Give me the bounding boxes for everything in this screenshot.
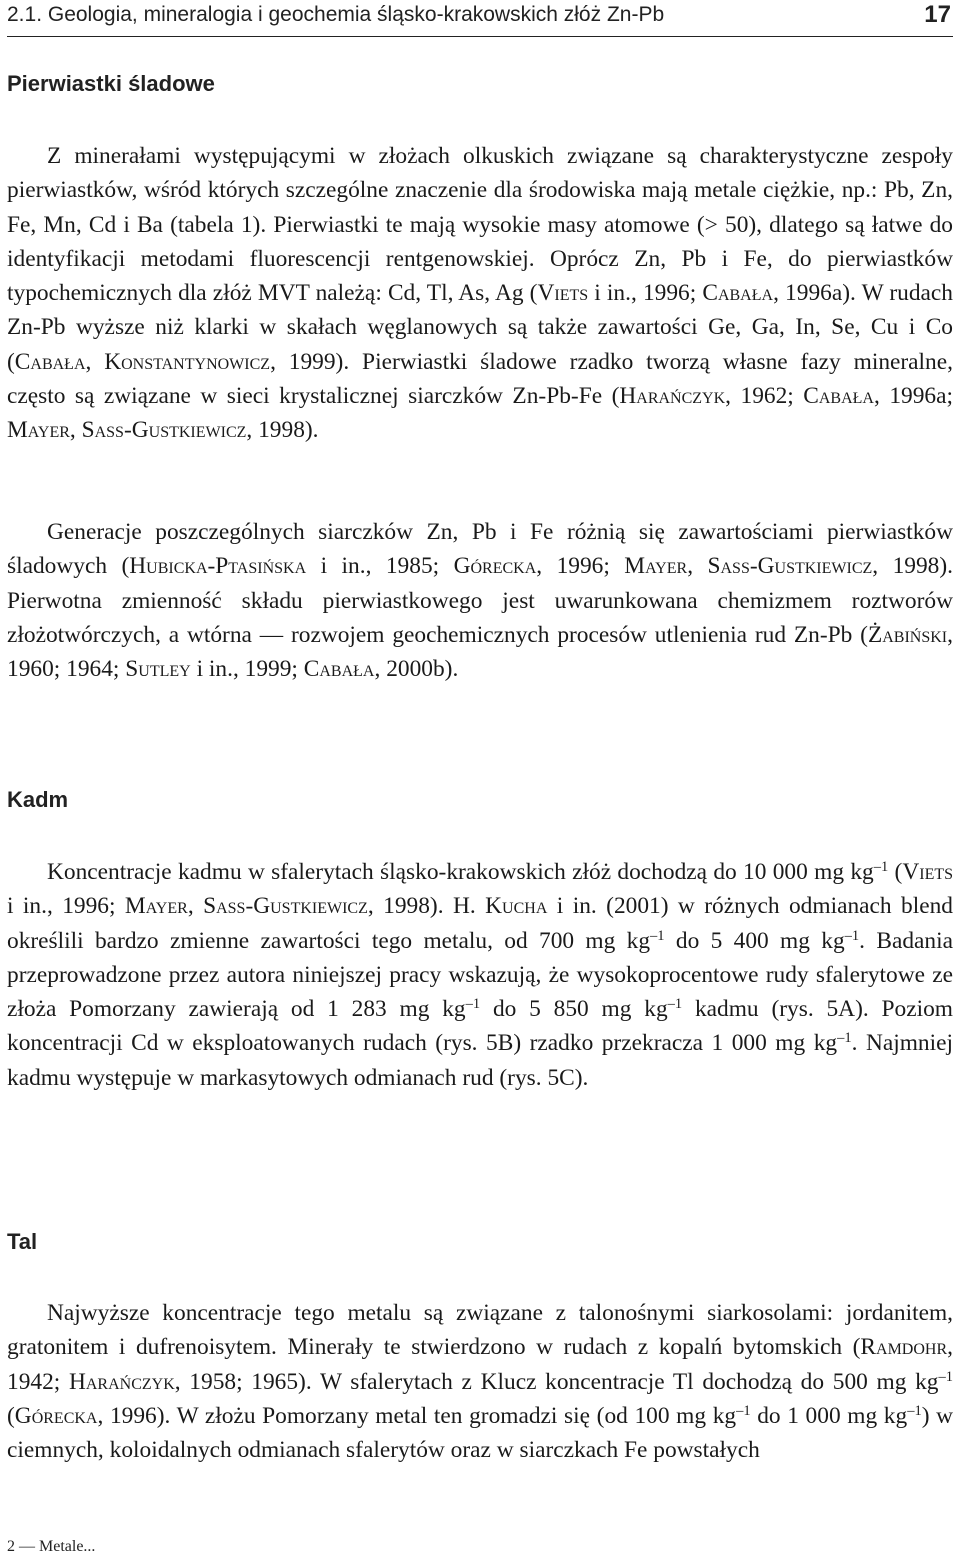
text-run: , 1998).	[246, 417, 319, 444]
text-run: , 1996). W złożu Pomorzany metal ten gromadzi się (od 100 mg kg	[97, 1402, 737, 1429]
text-run: do 5 850 mg kg	[480, 996, 668, 1023]
text-run: , 1942;	[7, 1334, 953, 1395]
text-run: , 1996a;	[874, 383, 953, 410]
superscript: –1	[465, 996, 481, 1013]
text-run: do 5 400 mg kg	[664, 927, 845, 954]
author-citation: Sass-Gustkiewicz	[707, 553, 873, 580]
paragraph-trace-elements-2	[7, 515, 953, 686]
author-citation: Górecka	[453, 553, 537, 580]
author-citation: Viets	[537, 280, 589, 307]
author-citation: Górecka	[14, 1402, 98, 1429]
text-run: i in. (2001) w różnych odmianach blend określili bardzo zmienne zawartości tego metalu, od 700 mg kg	[7, 893, 953, 954]
text-run: , 1962;	[725, 383, 804, 410]
paragraph-thallium	[7, 1296, 953, 1467]
text-run: , 2000b).	[374, 656, 459, 683]
author-citation: Harańczyk	[68, 1368, 175, 1395]
section-heading-cadmium: Kadm	[7, 787, 69, 812]
author-citation: Sass-Gustkiewicz	[81, 417, 247, 444]
author-citation: Mayer	[624, 553, 688, 580]
text-run: do 1 000 mg kg	[750, 1402, 908, 1429]
text-run: Z minerałami występującymi w złożach olkuskich związane są charakterystyczne zespoły pierwiastków, wśród których szczególne znaczenie dla środowiska mają metale ciężkie, np.: Pb, Zn, Fe, Mn, Cd i Ba (tabela 1). Pierwiastki te mają wysokie masy atomowe (> 50), dlatego są łatwe do identyfikacji metodami fluorescencji rentgenowskiej. Oprócz Zn, Pb i Fe, do pierwiastków typochemicznych dla złóż MVT należą: Cd, Tl, As, Ag (	[7, 143, 953, 307]
superscript: –1	[844, 927, 860, 944]
author-citation: Cabała	[303, 656, 375, 683]
author-citation: Kucha	[485, 893, 548, 920]
footer-signature: 2 — Metale...	[7, 1538, 96, 1555]
text-run: , 1958; 1965). W sfalerytach z Klucz koncentracje Tl dochodzą do 500 mg kg	[174, 1368, 939, 1395]
text-run: , 1998). H.	[367, 893, 486, 920]
text-run: . Badania przeprowadzone przez autora niniejszej pracy wskazują, że wysokoprocentowe rudy sfalerytowe ze złoża Pomorzany zawierają od 1 283 mg kg	[7, 927, 953, 1023]
paragraph-trace-elements-1	[7, 139, 953, 448]
superscript: –1	[907, 1402, 922, 1419]
author-citation: Cabała	[14, 348, 86, 375]
text-run: , 1999). Pierwiastki śladowe rzadko tworzą własne fazy mineralne, często są związane w sieci krystalicznej siarczków Zn-Pb-Fe (	[7, 348, 953, 410]
page-number: 17	[924, 1, 951, 28]
author-citation: Harańczyk	[619, 383, 726, 410]
author-citation: Mayer	[7, 417, 70, 444]
text-run: ,	[69, 417, 82, 444]
superscript: –1	[736, 1402, 751, 1419]
text-run: Koncentracje kadmu w sfalerytach śląsko-krakowskich złóż dochodzą do 10 000 mg kg	[47, 859, 874, 885]
text-run: (	[888, 859, 903, 885]
text-run: (	[7, 1402, 15, 1429]
superscript: –1	[873, 859, 889, 876]
text-run: Generacje poszczególnych siarczków Zn, Pb i Fe różnią się zawartościami pierwiastków śladowych (	[7, 519, 953, 580]
running-header-title: 2.1. Geologia, mineralogia i geochemia śląsko-krakowskich złóż Zn-Pb	[7, 3, 665, 26]
section-heading-trace-elements: Pierwiastki śladowe	[7, 71, 215, 96]
author-citation: Żabiński	[867, 621, 948, 648]
section-heading-thallium: Tal	[7, 1229, 38, 1254]
text-run: i in., 1996;	[7, 893, 125, 920]
author-citation: Cabała	[702, 280, 774, 307]
author-citation: Konstantynowicz	[104, 348, 271, 375]
text-run: . Najmniej kadmu występuje w markasytowych odmianach rud (rys. 5C).	[7, 1030, 953, 1091]
text-run: i in., 1999;	[190, 656, 304, 683]
superscript: –1	[837, 1030, 852, 1047]
superscript: –1	[938, 1368, 953, 1385]
text-run: ,	[687, 553, 708, 580]
paragraph-cadmium	[7, 855, 953, 1095]
text-run: ,	[85, 348, 105, 375]
running-header	[7, 0, 953, 37]
author-citation: Viets	[902, 859, 954, 885]
text-run: i in., 1985;	[306, 553, 454, 580]
text-run: ) w ciemnych, koloidalnych odmianach sfalerytów oraz w siarczkach Fe powstałych	[7, 1402, 953, 1464]
superscript: –1	[650, 927, 665, 944]
author-citation: Sass-Gustkiewicz	[203, 893, 368, 920]
text-run: i in., 1996;	[588, 280, 703, 307]
author-citation: Hubicka-Ptasińska	[129, 553, 307, 580]
text-run: , 1960; 1964;	[7, 621, 953, 683]
author-citation: Sutley	[125, 656, 191, 683]
text-run: Najwyższe koncentracje tego metalu są związane z talonośnymi siarkosolami: jordanitem, gratonitem i dufrenoisytem. Minerały te stwierdzono w rudach z kopalń bytomskich (	[7, 1300, 953, 1361]
text-run: ,	[187, 893, 204, 920]
author-citation: Cabała	[803, 383, 874, 410]
author-citation: Mayer	[124, 893, 188, 920]
superscript: –1	[667, 996, 683, 1013]
text-run: , 1998). Pierwotna zmienność składu pierwiastkowego jest uwarunkowana chemizmem roztworów złożotwórczych, a wtórna — rozwojem geochemicznych procesów utlenienia rud Zn-Pb (	[7, 553, 954, 648]
author-citation: Ramdohr	[860, 1334, 948, 1361]
text-run: , 1996a). W rudach Zn-Pb wyższe niż klarki w skałach węglanowych są także zawartości Ge, Ga, In, Se, Cu i Co (	[7, 280, 953, 375]
text-run: , 1996;	[536, 553, 625, 580]
text-run: kadmu (rys. 5A). Poziom koncentracji Cd w eksploatowanych rudach (rys. 5B) rzadko przekracza 1 000 mg kg	[7, 996, 953, 1057]
